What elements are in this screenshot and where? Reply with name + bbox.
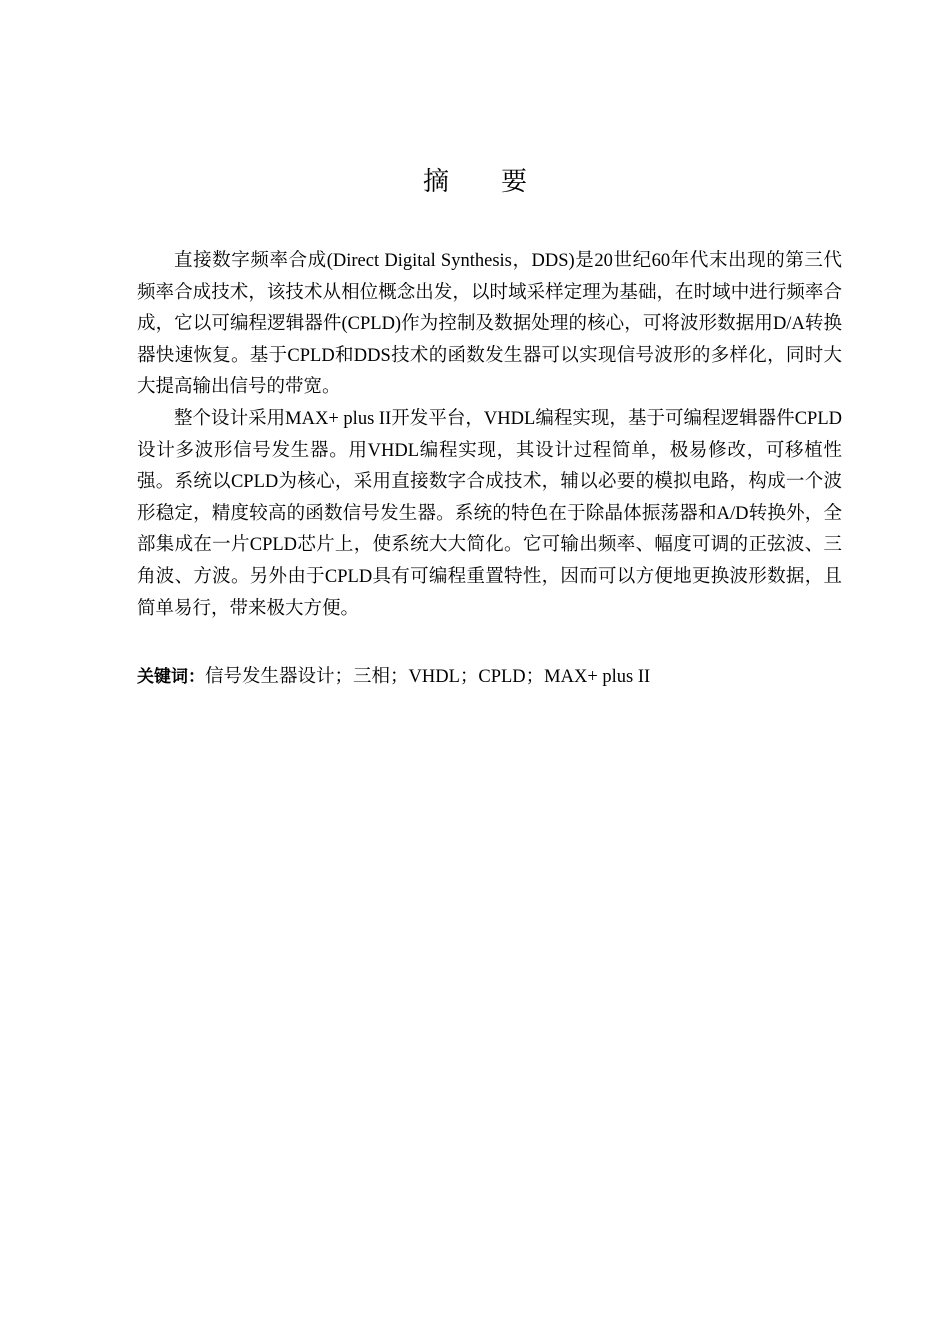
keywords-label: 关键词：	[137, 667, 205, 687]
abstract-body	[137, 246, 842, 625]
abstract-paragraph-2: 整个设计采用MAX+ plus II开发平台，VHDL编程实现，基于可编程逻辑器件CPLD设计多波形信号发生器。用VHDL编程实现，其设计过程简单，极易修改，可移植性强。系统以CPLD为核心，采用直接数字合成技术，辅以必要的模拟电路，构成一个波形稳定，精度较高的函数信号发生器。系统的特色在于除晶体振荡器和A/D转换外，全部集成在一片CPLD芯片上，使系统大大简化。它可输出频率、幅度可调的正弦波、三角波、方波。另外由于CPLD具有可编程重置特性，因而可以方便地更换波形数据，且简单易行，带来极大方便。	[137, 408, 842, 619]
keywords-line	[137, 662, 842, 692]
title-char-1: 摘	[422, 167, 449, 197]
abstract-title	[0, 166, 950, 198]
keywords-value: 信号发生器设计；三相；VHDL；CPLD；MAX+ plus II	[205, 667, 651, 687]
title-char-2: 要	[501, 167, 528, 197]
abstract-paragraph-1: 直接数字频率合成(Direct Digital Synthesis，DDS)是20世纪60年代末出现的第三代频率合成技术，该技术从相位概念出发，以时域采样定理为基础，在时域中进行频率合成，它以可编程逻辑器件(CPLD)作为控制及数据处理的核心，可将波形数据用D/A转换器快速恢复。基于CPLD和DDS技术的函数发生器可以实现信号波形的多样化，同时大大提高输出信号的带宽。	[137, 251, 842, 398]
